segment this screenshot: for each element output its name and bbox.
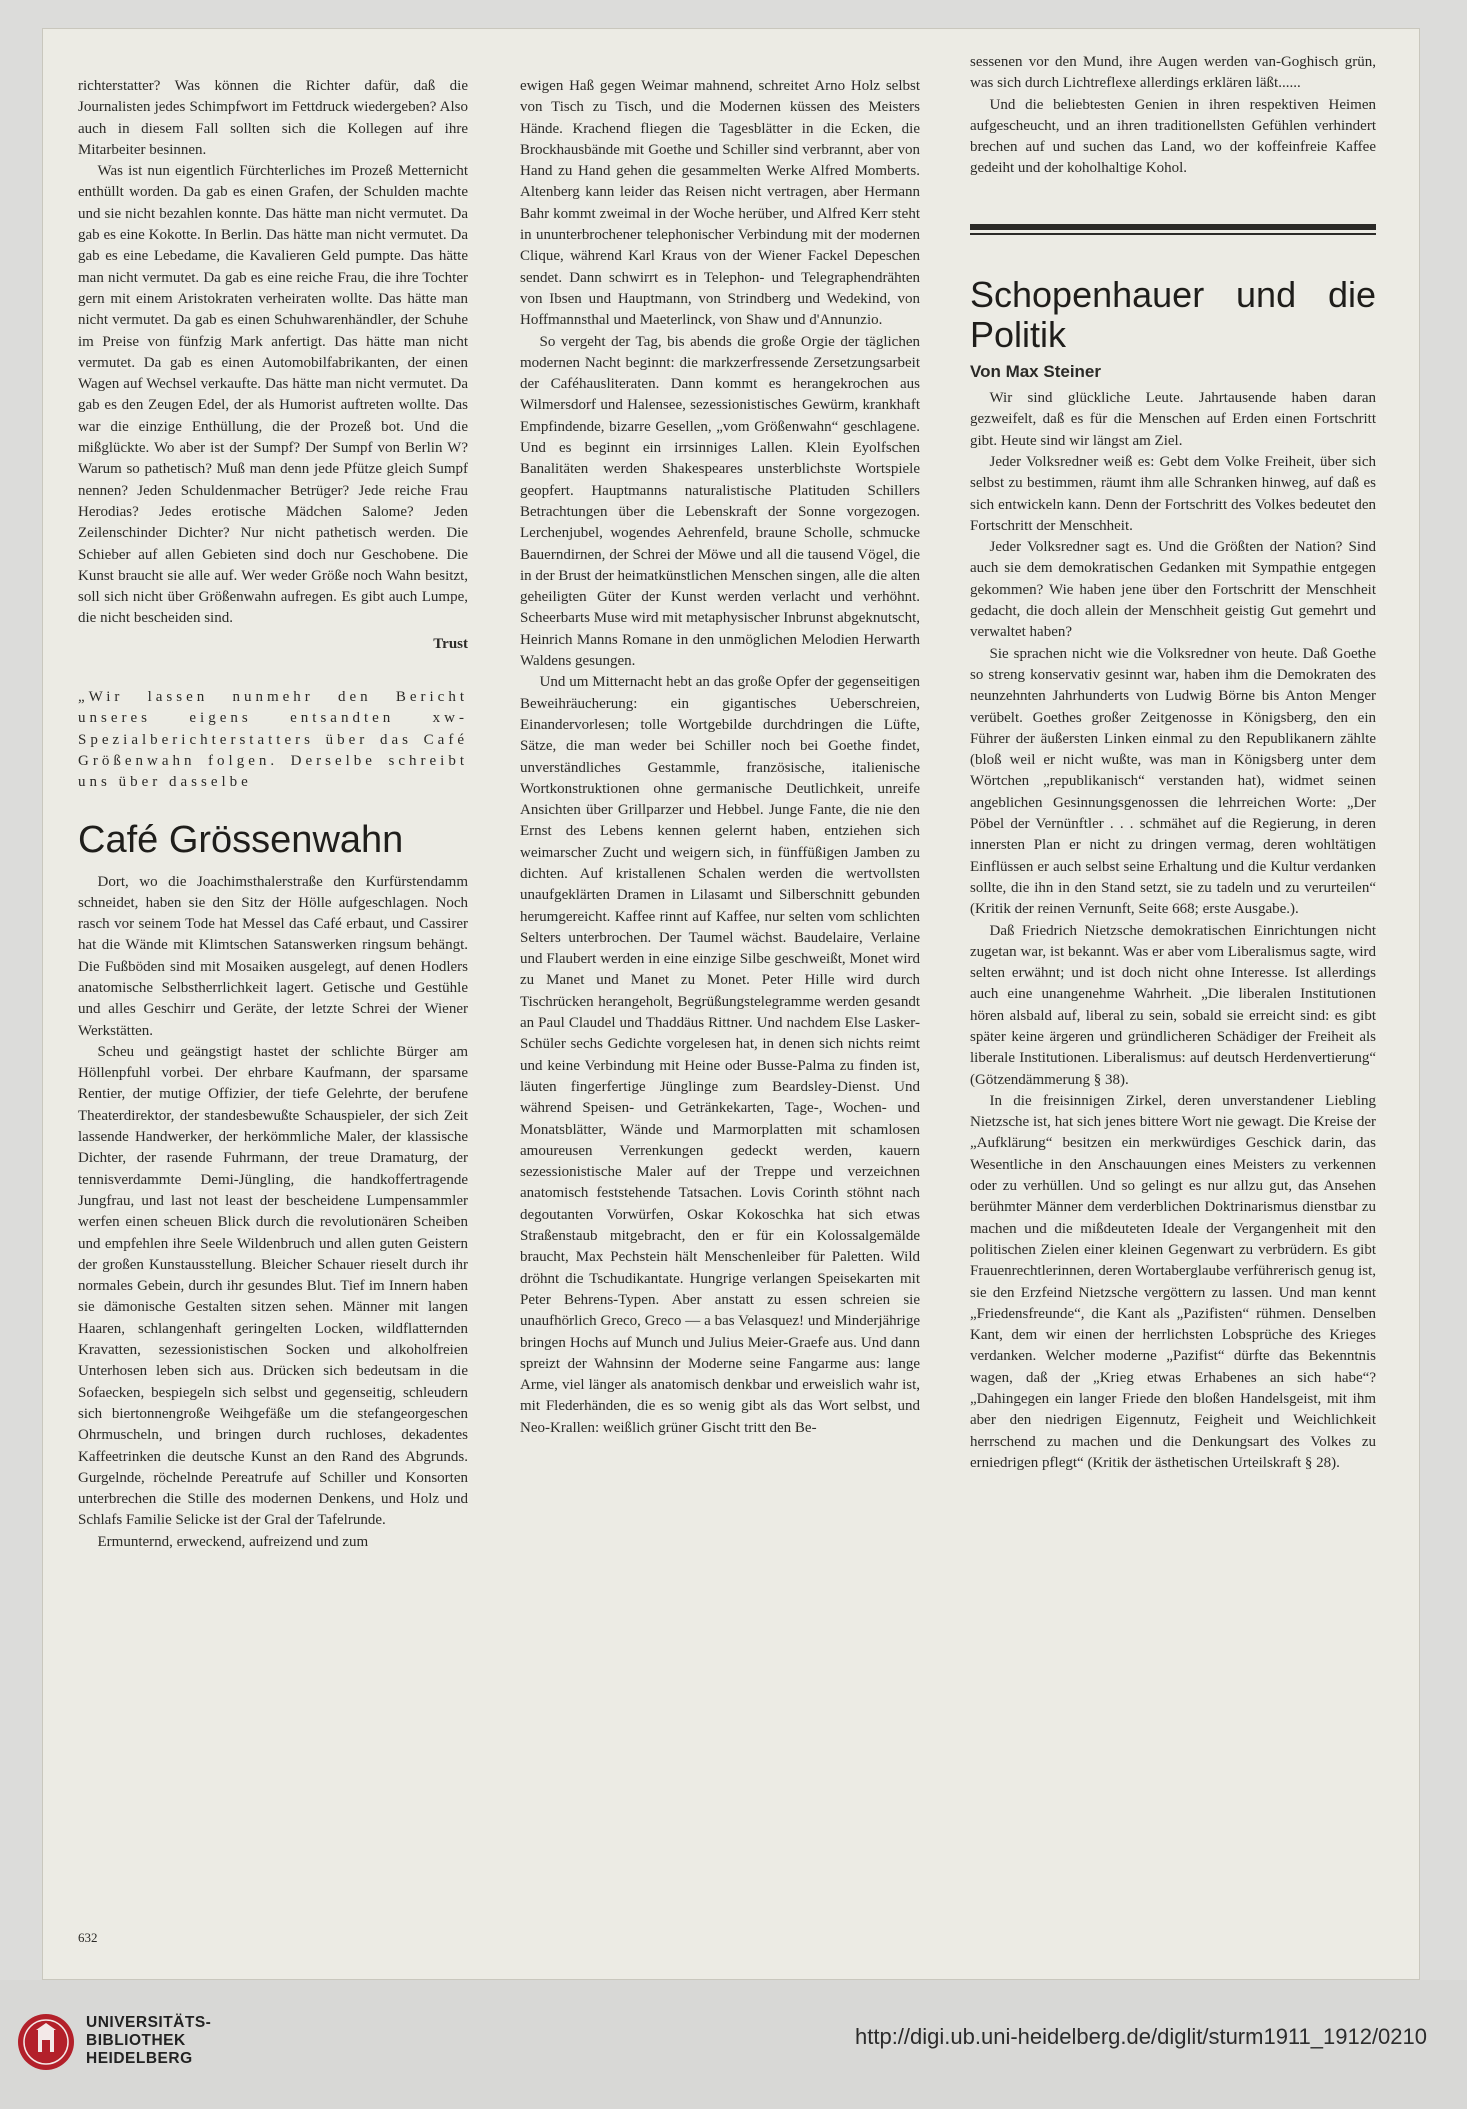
column-2 [520, 76, 920, 1439]
paragraph: Was ist nun eigentlich Fürchterliches im Prozeß Metternicht enthüllt worden. Da gab es einen Grafen, der Schulden machte und sie nicht bezahlen konnte. Das hätte man nicht vermutet. Da gab es eine Kokotte. In Berlin. Das hätte man nicht vermutet. Da gab es eine Lebedame, die Kavalieren Geld pumpte. Das hätte man nicht vermutet. Da gab es eine reiche Frau, die ihre Tochter gern mit einem Aristokraten verheiraten wollte. Das hätte man nicht vermutet. Da gab es einen Schuhwarenhändler, der Schuhe im Preise von fünfzig Mark anfertigt. Das hätte man nicht vermutet. Da gab es einen Automobilfabrikanten, der einen Wagen auf Wechsel verkaufte. Das hätte man nicht vermutet. Da gab es den Zeugen Edel, der als Humorist auftreten wollte. Das war die einzige Enthüllung, die der Prozeß bot. Und die mißglückte. Wo aber ist der Sumpf? Der Sumpf von Berlin W? Warum so pathetisch? Muß man denn jede Pfütze gleich Sumpf nennen? Jeden Schuldenmacher Betrüger? Jede reiche Frau Herodias? Jedes erotische Mädchen Salome? Jeden Zeilenschinder Dichter? Nur nicht pathetisch werden. Die Schieber auf allen Gebieten sind doch nur Geschobene. Die Kunst braucht sie alle auf. Wer weder Größe noch Wahn besitzt, soll sich nicht über Größenwahn aufregen. Es gibt auch Lumpe, die nicht bescheiden sind. [78, 163, 468, 627]
paragraph: ewigen Haß gegen Weimar mahnend, schreitet Arno Holz selbst von Tisch zu Tisch, und die Modernen küssen des Meisters Hände. Krachend fliegen die Tagesblätter in die Ecken, die Brockhausbände mit Goethe und Schiller sind verbrannt, aber von Hand zu Hand gehen die gesammelten Werke Alfred Momberts. Altenberg kann leider das Reisen nicht vertragen, aber Hermann Bahr kommt zweimal in der Woche herüber, und Alfred Kerr steht in ununterbrochener telephonischer Verbindung mit der modernen Clique, während Karl Kraus von der Wiener Fackel Depeschen sendet. Dann schwirrt es in Telephon- und Telegraphendrähten von Ibsen und Hauptmann, von Strindberg und Wedekind, von Hoffmannsthal und Maeterlinck, von Shaw und d'Annunzio. [520, 78, 920, 329]
institution-name [86, 2014, 211, 2068]
footer-bar [0, 1980, 1467, 2109]
column-1 [78, 76, 468, 1553]
section-divider-thin [970, 233, 1376, 235]
page-number: 632 [78, 1930, 98, 1945]
article-title-cafe: Café Grössenwahn [78, 818, 404, 861]
paragraph: In die freisinnigen Zirkel, deren unverstandener Liebling Nietzsche ist, hat sich jenes bittere Wort nie gewagt. Die Kreise der „Aufklärung“ besitzen ein merkwürdiges Geschick darin, das Wesentliche in den Anschauungen eines Meisters zu verkennen oder zu verhüllen. Und so gelingt es nur allzu gut, das Ansehen berühmter Männer dem verderblichen Doktrinarismus dienstbar zu machen und die mißdeuteten Ideale der Vergangenheit mit den politischen Zielen einer kleinen Gegenwart zu verbrüdern. Es gibt Frauenrechtlerinnen, deren Wortaberglaube verführerisch genug ist, sie den Erzfeind Nietzsche vergöttern zu lassen. Und man kennt „Friedensfreunde“, die Kant als „Pazifisten“ rühmen. Denselben Kant, dem wir einen der herrlichsten Lobsprüche des Krieges verdanken. Welcher moderne „Pazifist“ dürfte das Bekenntnis wagen, daß der „Krieg etwas Erhabenes an sich habe“? „Dahingegen ein langer Friede den bloßen Handelsgeist, mit ihm aber den niedrigen Eigennutz, Feigheit und Weichlichkeit herrschend zu machen und die Denkungsart des Volkes zu erniedrigen pflegt“ (Kritik der ästhetischen Urteilskraft § 28). [970, 1092, 1376, 1471]
institution-line: BIBLIOTHEK [86, 2032, 186, 2049]
paragraph: Dort, wo die Joachimsthalerstraße den Kurfürstendamm schneidet, haben sie den Sitz der Hölle aufgeschlagen. Noch rasch vor seinem Tode hat Messel das Café erbaut, und Cassirer hat die Wände mit Klimtschen Satanswerken ringsum behängt. Die Fußböden sind mit Mosaiken ausgelegt, auf denen Hodlers anatomische Selbstherrlichkeit lagert. Getische und Gestühle und alles Geschirr und Geräte, der letzte Schrei der Wiener Werkstätten. [78, 873, 468, 1039]
paragraph: Und die beliebtesten Genien in ihren respektiven Heimen aufgescheucht, und an ihren traditionellsten Gefühlen verhindert brechen auf und suchen das Land, wo der koffeinfreie Kaffee gedeiht und der koholhaltige Kohol. [970, 96, 1376, 177]
paragraph: Und um Mitternacht hebt an das große Opfer der gegenseitigen Beweihräucherung: ein gigantisches Ueberschreien, Einandervorlesen; tolle Wortgebilde durchdringen die Lüfte, Sätze, die man weder bei Schiller noch bei Goethe findet, unverständliches Gestammle, französische, italienische Wortkonstruktionen ohne germanische Deutlichkeit, unreife Ansichten über Grillparzer und Hebbel. Junge Fante, die nie den Ernst des Lebens kennen gelernt haben, entziehen sich weimarscher Zucht und weigern sich, in fünffüßigen Jamben zu dichten. Auf kristallenen Schalen werden die wertvollsten unaufgeklärten Dramen in Lilasamt und Silberschnitt gebunden herumgereicht. Kaffee rinnt auf Kaffee, nur selten vom schlichten Selters unterbrochen. Der Taumel wächst. Baudelaire, Verlaine und Flaubert werden in eine einzige Silbe geschweißt, Monet wird zu Manet und Manet zu Monet. Peter Hille wird durch Tischrücken herangeholt, Begrüßungstelegramme werden gesandt an Paul Claudel und Thaddäus Rittner. Und nachdem Else Lasker-Schüler sechs Gedichte vorgelesen hat, in denen sich nichts reimt und keine Verbindung mit Heine oder Busse-Palma zu finden ist, läuten fingerfertige Jünglinge zum Beardsley-Dienst. Und während Speisen- und Getränkekarten, Tage-, Wochen- und Monatsblätter, Wände und Marmorplatten mit schamlosen amoureusen Verrenkungen gedeckt werden, kauern sezessionistische Maler auf der Treppe und verzeichnen anatomisch feststehende Tatsachen. Lovis Corinth stöhnt nach degoutanten Vorwürfen, Oskar Kokoschka hat sich etwas Straßenstaub mitgebracht, den er für ein Kolossalgemälde braucht, Max Pechstein hält Menschenleiber für Paletten. Wild dröhnt die Tschudikantate. Hungrige verlangen Speisekarten mit Peter Behrens-Typen. Aber anstatt zu essen schreien sie unaufhörlich Greco, Greco — a bas Velasquez! und Minderjährige bringen Hochs auf Munch und Julius Meier-Graefe aus. Und dann spreizt der Wahnsinn der Moderne seine Fangarme aus: lange Arme, viel länger als anatomisch denkbar und erweislich wahr ist, mit Flederhänden, die es so wenig gibt als das Wort selbst, und Neo-Krallen: weißlich grüner Gischt tritt den Be- [520, 674, 920, 1436]
paragraph: So vergeht der Tag, bis abends die große Orgie der täglichen modernen Nacht beginnt: die markzerfressende Zersetzungsarbeit der Caféhausliteraten. Dann kommt es herangekrochen aus Wilmersdorf und Halensee, sezessionistisches Gewürm, krankhaft Empfindende, bizarre Gesellen, „vom Größenwahn“ geschlagene. Und es beginnt ein irrsinniges Lallen. Klein Eyolfschen Banalitäten werden Shakespeares unsterblichste Wortspiele geopfert. Hauptmanns naturalistische Platituden Schillers Betrachtungen über die Lebenskraft der Sonne vorgezogen. Lerchenjubel, wogendes Aehrenfeld, braune Scholle, schmucke Bauerndirnen, der Schrei der Möwe und all die tausend Vögel, die in der Brust der heimatkünstlichen Menschen singen, alle die alten geheiligten Güter der Kunst werden verlacht und verhöhnt. Scheerbarts Muse wird mit metaphysischer Inbrunst abgeknutscht, Heinrich Manns Romane in den unmöglichen Melodien Herwarth Waldens gesungen. [520, 333, 920, 670]
paragraph: richterstatter? Was können die Richter dafür, daß die Journalisten jedes Schimpfwort im Fettdruck wiedergeben? Also auch in diesem Fall sollten sich die Kollegen auf ihre Mitarbeiter besinnen. [78, 78, 468, 158]
intro-note: „Wir lassen nunmehr den Bericht unseres eigens entsandten xw-Spezialberichterstatters über das Café Größenwahn folgen. Derselbe schreibt uns über dasselbe [78, 689, 468, 791]
column-3 [970, 52, 1376, 1474]
byline: Von Max Steiner [970, 361, 1101, 381]
paragraph: Sie sprachen nicht wie die Volksredner von heute. Daß Goethe so streng konservativ gesinnt war, haben ihm die Demokraten des neunzehnten Jahrhunderts von Ludwig Börne bis Anton Menger verübelt. Goethes großer Zeitgenosse in Königsberg, den ein Führer der äußersten Linken einmal zu den Republikanern zählte (bloß weil er nicht wußte, was man in Königsberg unter dem Wörtchen „republikanisch“ verstanden hat), widmet seinen angeblichen Gesinnungsgenossen die lehrreichen Worte: „Der Pöbel der Vernünftler . . . schmähet auf die Regierung, in deren innersten Plan er nicht zu dringen vermag, deren wohltätigen Einflüssen er auch selbst seine Erhaltung und die Kultur verdanken sollte, die ihn in den Stand setzt, sie zu tadeln und zu verurteilen“ (Kritik der reinen Vernunft, Seite 668; erste Ausgabe.). [970, 645, 1376, 918]
institution-line: UNIVERSITÄTS- [86, 2014, 212, 2031]
article-title-schopenhauer: Schopenhauer und die Politik [970, 273, 1376, 355]
signature: Trust [433, 635, 468, 652]
paragraph: Ermunternd, erweckend, aufreizend und zum [97, 1533, 369, 1550]
scanned-page [42, 28, 1420, 1980]
paragraph: Scheu und geängstigt hastet der schlichte Bürger am Höllenpfuhl vorbei. Der ehrbare Kaufmann, der sparsame Rentier, der mutige Offizier, der tiefe Gelehrte, der berufene Theaterdirektor, der standesbewußte Schauspieler, der sich Zeit lassende Handwerker, der herkömmliche Maler, der klassische Dichter, der rasende Fuhrmann, der treue Dramaturg, der tennisverdammte Demi-Jüngling, die handkoffertragende Jungfrau, und last not least der bescheidene Lumpensammler werfen einen scheuen Blick durch die revolutionären Scheiben und empfehlen ihre Seele Wildenbruch und allen guten Geistern der großen Kunstausstellung. Bleicher Schauer rieselt durch ihr normales Gebein, durch ihr gesundes Blut. Tief im Innern haben sie dämonische Gestalten sitzen sehen. Männer mit langen Haaren, schlangenhaft geringelten Locken, wildflatternden Kravatten, sezessionistischen Socken und alkoholfreien Unterhosen leben sich aus. Drücken sich bedeutsam in die Sofaecken, bespiegeln sich selbst und gegenseitig, schleudern sich biertonnengroße Weihgefäße um die stefangeorgeschen Ohrmuscheln, und bringen durch ruchloses, dekadentes Kaffeetrinken die deutsche Kunst an den Rand des Abgrunds. Gurgelnde, röchelnde Pereatrufe auf Schiller und Konsorten unterbrechen die Stille des modernen Denkens, und Holz und Schlafs Familie Selicke ist der Gral der Tafelrunde. [78, 1043, 468, 1529]
university-seal-icon [16, 2012, 76, 2072]
paragraph: sessenen vor den Mund, ihre Augen werden van-Goghisch grün, was sich durch Lichtreflexe allerdings erklären läßt...... [970, 54, 1376, 92]
paragraph: Wir sind glückliche Leute. Jahrtausende haben daran gezweifelt, daß es für die Menschen auf Erden einen Fortschritt gibt. Heute sind wir längst am Ziel. [970, 390, 1376, 449]
paragraph: Jeder Volksredner sagt es. Und die Größten der Nation? Sind auch sie dem demokratischen Gedanken mit Sympathie entgegen gekommen? Wie haben jene über den Fortschritt der Menschheit gedacht, die doch allein der Menschheit geistig Gut gemehrt und verwaltet haben? [970, 539, 1376, 641]
source-url-link[interactable]: http://digi.ub.uni-heidelberg.de/diglit/sturm1911_1912/0210 [855, 2024, 1427, 2049]
institution-line: HEIDELBERG [86, 2050, 193, 2067]
section-divider-thick [970, 224, 1376, 230]
paragraph: Jeder Volksredner weiß es: Gebt dem Volke Freiheit, über sich selbst zu bestimmen, räumt ihm alle Schranken hinweg, auf daß es sich entwickeln kann. Denn der Fortschritt des Volkes bedeutet den Fortschritt der Menschheit. [970, 453, 1376, 534]
paragraph: Daß Friedrich Nietzsche demokratischen Einrichtungen nicht zugetan war, ist bekannt. Was er aber vom Liberalismus sagte, wird selten erwähnt; und ist doch nicht ohne Interesse. Ist allerdings auch eine unangenehme Wahrheit. „Die liberalen Institutionen hören alsbald auf, liberal zu sein, sobald sie erreicht sind: es gibt später keine ärgeren und gründlicheren Schädiger der Freiheit als liberale Institutionen. Liberalismus: auf deutsch Herdenvertierung“ (Götzendämmerung § 38). [970, 922, 1376, 1088]
